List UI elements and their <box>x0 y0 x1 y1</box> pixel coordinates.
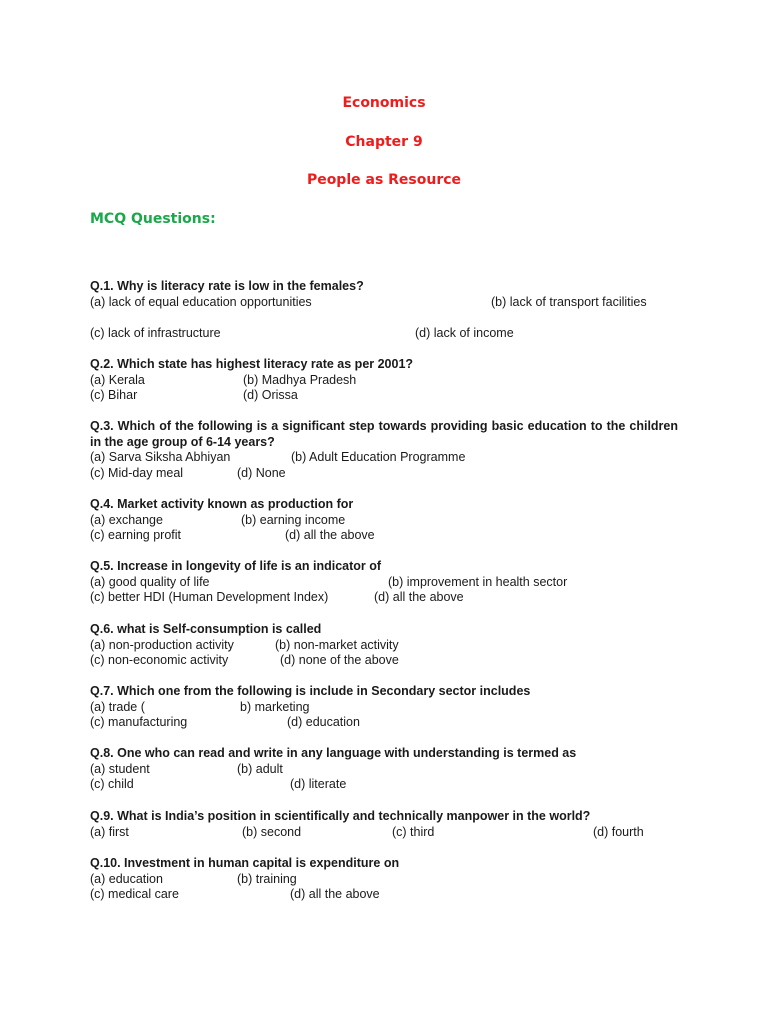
option-c: (c) non-economic activity <box>90 653 229 668</box>
section-heading: MCQ Questions: <box>90 211 216 227</box>
question-6 <box>90 622 678 669</box>
question-text: Q.2. Which state has highest literacy rate as per 2001? <box>90 357 414 371</box>
option-b: (b) improvement in health sector <box>388 574 568 589</box>
option-b: (b) earning income <box>241 512 346 527</box>
option-d: (d) all the above <box>374 590 464 605</box>
option-d: (d) literate <box>290 777 347 792</box>
option-a: (a) first <box>90 824 129 839</box>
option-c: (c) better HDI (Human Development Index) <box>90 590 329 605</box>
option-c: (c) earning profit <box>90 528 182 543</box>
option-c: (c) manufacturing <box>90 715 188 730</box>
option-b: (b) training <box>237 871 297 886</box>
option-b: (b) lack of transport facilities <box>491 294 647 309</box>
option-d: (d) none of the above <box>280 653 399 668</box>
option-b: (b) Madhya Pradesh <box>243 372 357 387</box>
option-a: (a) trade ( <box>90 699 145 714</box>
option-a: (a) good quality of life <box>90 574 210 589</box>
option-c: (c) Bihar <box>90 388 138 403</box>
option-b: (b) second <box>242 824 302 839</box>
option-a: (a) Sarva Siksha Abhiyan <box>90 450 231 465</box>
option-a: (a) Kerala <box>90 372 145 387</box>
option-a: (a) exchange <box>90 512 163 527</box>
question-text: Q.10. Investment in human capital is expenditure on <box>90 856 400 870</box>
question-text: Q.1. Why is literacy rate is low in the females? <box>90 279 364 293</box>
question-text: Q.7. Which one from the following is include in Secondary sector includes <box>90 684 531 698</box>
question-text: Q.5. Increase in longevity of life is an indicator of <box>90 559 382 573</box>
option-d: (d) lack of income <box>415 325 514 340</box>
option-b: (b) non-market activity <box>275 637 399 652</box>
question-10 <box>90 856 678 903</box>
option-d: (d) all the above <box>290 887 380 902</box>
chapter-title: People as Resource <box>306 172 462 188</box>
option-a: (a) non-production activity <box>90 637 234 652</box>
question-text: Q.3. Which of the following is a significant step towards providing basic education to the children in the age group of 6-14 years? <box>90 419 678 449</box>
question-7 <box>90 684 678 731</box>
option-b: (b) adult <box>237 761 283 776</box>
option-a: (a) student <box>90 761 150 776</box>
option-b: b) marketing <box>240 699 310 714</box>
subject-heading: Economics <box>342 95 426 111</box>
option-d: (d) Orissa <box>243 388 298 403</box>
question-2 <box>90 357 678 404</box>
question-3 <box>90 419 678 481</box>
option-d: (d) education <box>287 715 360 730</box>
question-text: Q.6. what is Self-consumption is called <box>90 622 322 636</box>
question-text: Q.4. Market activity known as production for <box>90 497 354 511</box>
question-1 <box>90 279 678 341</box>
question-5 <box>90 559 678 606</box>
option-c: (c) lack of infrastructure <box>90 325 221 340</box>
question-4 <box>90 497 678 544</box>
chapter-heading: Chapter 9 <box>345 134 423 150</box>
option-a: (a) education <box>90 871 163 886</box>
option-b: (b) Adult Education Programme <box>291 450 466 465</box>
question-text: Q.8. One who can read and write in any language with understanding is termed as <box>90 746 577 760</box>
option-d: (d) fourth <box>593 824 644 839</box>
question-text: Q.9. What is India’s position in scientifically and technically manpower in the world? <box>90 809 591 823</box>
option-c: (c) Mid-day meal <box>90 465 184 480</box>
option-a: (a) lack of equal education opportunities <box>90 294 312 309</box>
option-c: (c) medical care <box>90 887 179 902</box>
option-d: (d) all the above <box>285 528 375 543</box>
option-c: (c) third <box>392 824 435 839</box>
option-c: (c) child <box>90 777 134 792</box>
question-8 <box>90 746 678 793</box>
option-d: (d) None <box>237 465 286 480</box>
question-9 <box>90 809 678 840</box>
